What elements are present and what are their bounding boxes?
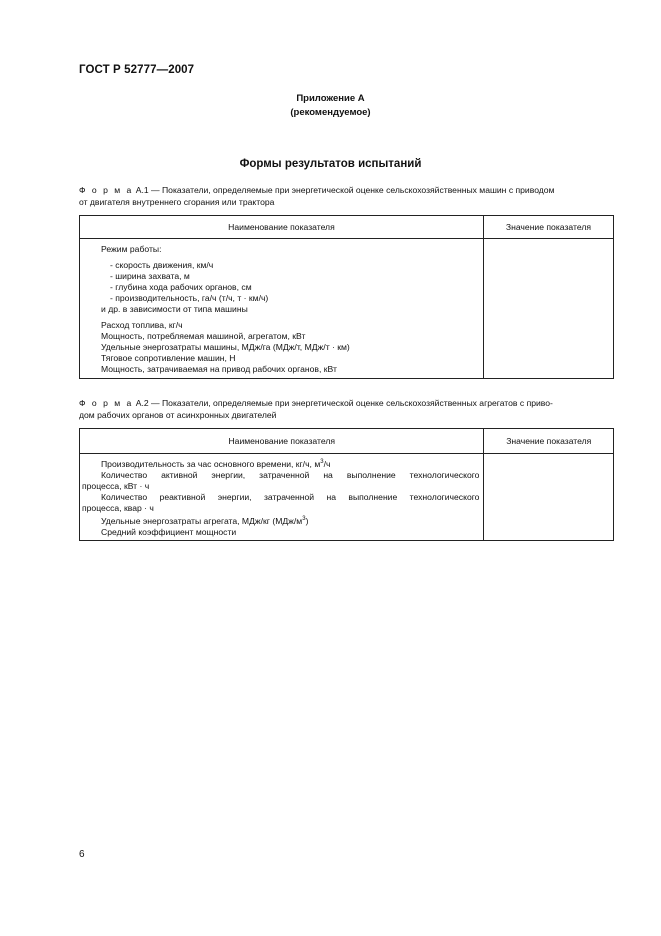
form1-table [79,215,614,379]
form2-col-value: Значение показателя [484,429,614,454]
page-number: 6 [79,849,85,860]
form2-header-row [80,429,614,454]
form2-caption [79,397,613,421]
document-code: ГОСТ Р 52777—2007 [79,64,195,76]
indicator-item: Мощность, затрачиваемая на привод рабочих органов, кВт [101,364,337,374]
form1-header-row [80,216,614,239]
mode-heading: Режим работы: [101,244,162,254]
form1-caption-line2: от двигателя внутреннего сгорания или трактора [79,197,275,207]
form1-col-value: Значение показателя [483,216,613,239]
indicator-item: Мощность, потребляемая машиной, агрегатом, кВт [101,331,306,341]
form1-label: Ф о р м а [79,185,134,195]
form2-name-cell [80,454,484,541]
form1-caption-line1: А.1 — Показатели, определяемые при энергетической оценке сельскохозяйственных машин с приводом [135,185,555,195]
form2-table [79,428,614,541]
indicator-item: Расход топлива, кг/ч [101,320,183,330]
mode-item: - ширина захвата, м [110,271,190,281]
mode-item: - производительность, га/ч (т/ч, т · км/ч) [110,293,269,303]
indicator-item: Производительность за час основного времени, кг/ч, $м^3/ч$ [101,458,331,469]
form1-col-name: Наименование показателя [80,216,484,239]
mode-item: - глубина хода рабочих органов, см [110,282,252,292]
form2-body-row [80,454,614,541]
indicator-item-cont: процесса, квар · ч [82,502,154,513]
appendix-title: Приложение А [296,93,365,104]
indicator-item: Средний коэффициент мощности [101,526,237,537]
form2-caption-line1: А.2 — Показатели, определяемые при энергетической оценке сельскохозяйственных агрегатов с приво- [135,398,553,408]
form1-caption [79,184,613,208]
form2-col-name: Наименование показателя [80,429,484,454]
indicator-item: Удельные энергозатраты машины, МДж/га (МДж/т, МДж/т · км) [101,342,350,352]
indicator-item: Тяговое сопротивление машин, Н [101,353,236,363]
mode-item: - скорость движения, км/ч [110,260,214,270]
indicator-item: Количество реактивной энергии, затраченной на выполнение технологического [101,491,480,502]
appendix-subtitle: (рекомендуемое) [290,107,371,118]
section-title: Формы результатов испытаний [239,158,422,170]
indicator-item-cont: процесса, кВт · ч [82,480,150,491]
form2-value-cell [484,454,614,541]
indicator-item: Удельные энергозатраты агрегата, МДж/кг $(МДж/м^3)$ [101,515,309,526]
indicator-item: Количество активной энергии, затраченной на выполнение технологического [101,469,480,480]
form1-name-cell [80,239,484,379]
form1-body-row [80,239,614,379]
form1-value-cell [483,239,613,379]
mode-tail: и др. в зависимости от типа машины [101,304,248,314]
form2-caption-line2: дом рабочих органов от асинхронных двигателей [79,410,277,420]
form2-label: Ф о р м а [79,398,134,408]
